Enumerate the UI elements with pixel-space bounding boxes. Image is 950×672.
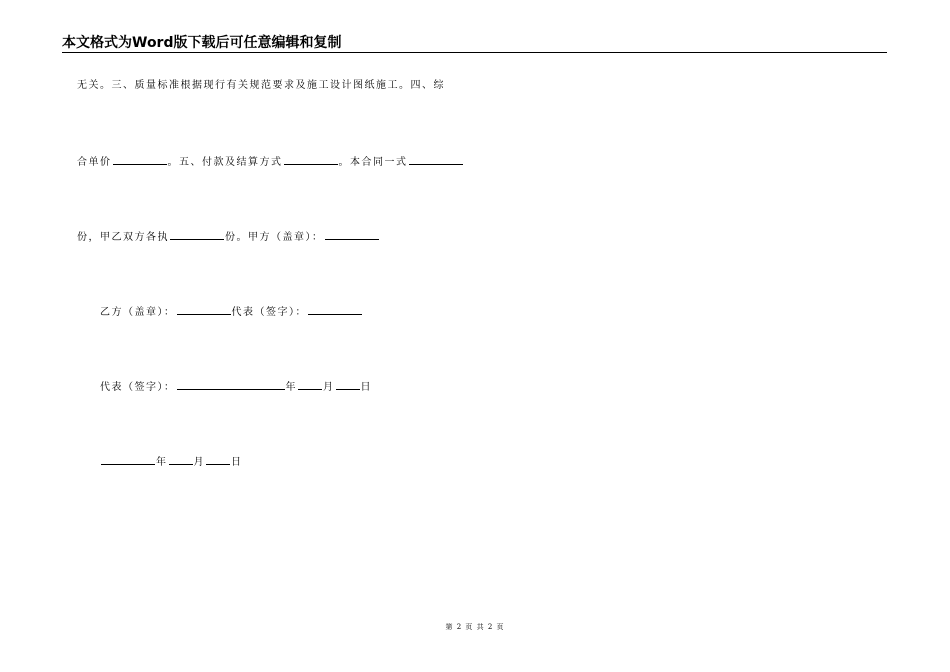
body-text: 日 bbox=[360, 382, 372, 393]
body-text: 代表（签字）： bbox=[100, 382, 176, 393]
fill-blank-month-2[interactable] bbox=[169, 454, 193, 465]
body-line-6 bbox=[100, 454, 243, 470]
body-text: 。本合同一式 bbox=[338, 157, 408, 168]
body-text: 年 bbox=[156, 457, 168, 468]
body-line-3 bbox=[77, 229, 380, 245]
fill-blank-unit-price[interactable] bbox=[113, 154, 167, 165]
fill-blank-party-a-seal[interactable] bbox=[325, 229, 379, 240]
fill-blank-each-copies[interactable] bbox=[170, 229, 224, 240]
body-text: 份。甲方（盖章）： bbox=[225, 232, 324, 243]
fill-blank-year[interactable] bbox=[101, 454, 155, 465]
body-line-1 bbox=[77, 79, 445, 93]
body-text: 无关。三、质量标准根据现行有关规范要求及施工设计图纸施工。四、综 bbox=[77, 80, 445, 91]
body-text: 乙方（盖章）： bbox=[100, 307, 176, 318]
fill-blank-representative-signature-2[interactable] bbox=[177, 379, 285, 390]
body-text: 月 bbox=[193, 457, 205, 468]
fill-blank-representative-signature[interactable] bbox=[308, 304, 362, 315]
header-divider bbox=[62, 52, 887, 53]
fill-blank-party-b-seal[interactable] bbox=[177, 304, 231, 315]
fill-blank-day-2[interactable] bbox=[206, 454, 230, 465]
fill-blank-payment-method[interactable] bbox=[284, 154, 338, 165]
body-text: 月 bbox=[323, 382, 335, 393]
body-text: 合单价 bbox=[77, 157, 112, 168]
body-line-4 bbox=[100, 304, 363, 320]
page-number: 第 2 页 共 2 页 bbox=[445, 623, 505, 631]
fill-blank-copies[interactable] bbox=[409, 154, 463, 165]
body-text: 年 bbox=[285, 382, 297, 393]
body-text: 代表（签字）： bbox=[231, 307, 307, 318]
body-text: 日 bbox=[231, 457, 243, 468]
document-header-title: 本文格式为Word版下载后可任意编辑和复制 bbox=[62, 35, 342, 51]
body-text: 份，甲乙双方各执 bbox=[77, 232, 169, 243]
body-line-5 bbox=[100, 379, 372, 395]
body-line-2 bbox=[77, 154, 464, 170]
fill-blank-month[interactable] bbox=[298, 379, 322, 390]
fill-blank-day[interactable] bbox=[336, 379, 360, 390]
body-text: 。五、付款及结算方式 bbox=[167, 157, 283, 168]
